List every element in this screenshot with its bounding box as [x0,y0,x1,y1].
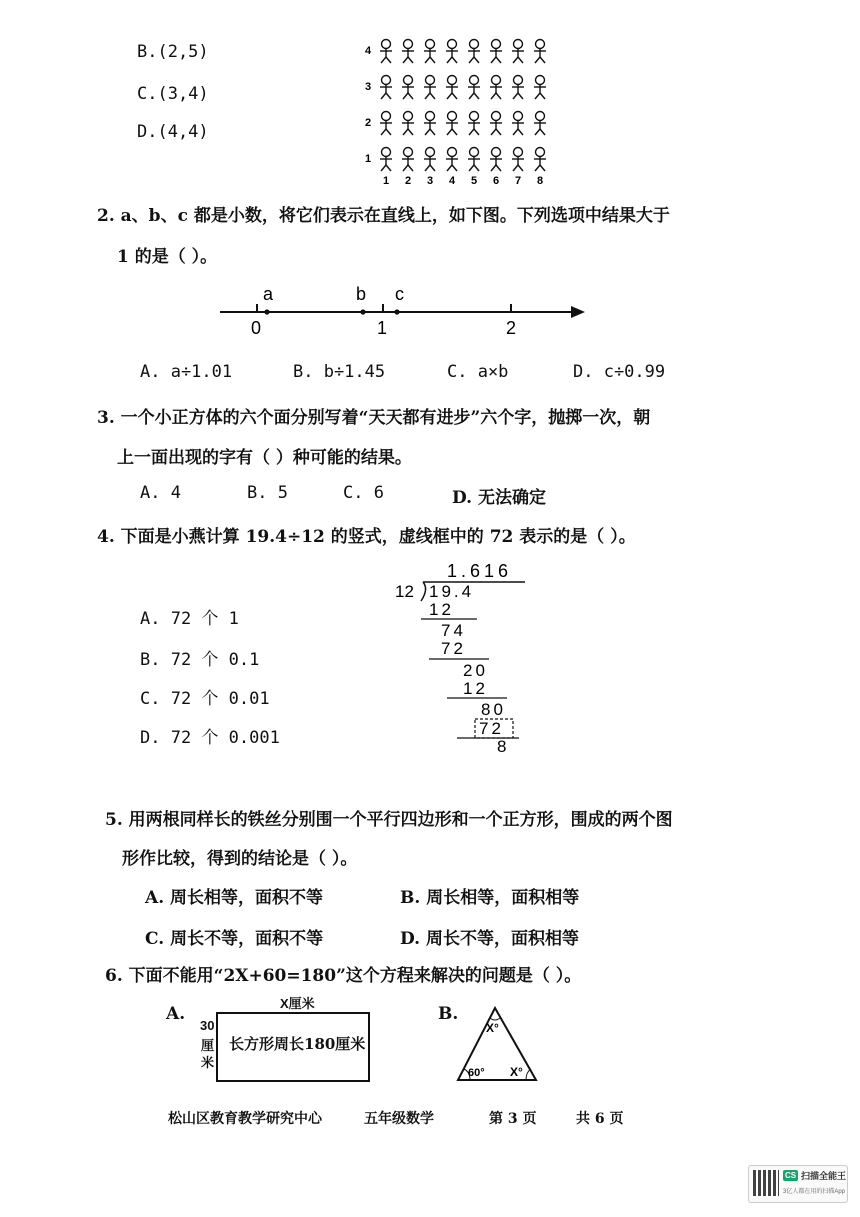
stick-figure-icon [446,148,458,172]
stick-figure-icon [534,112,546,136]
point-c [394,309,399,314]
scanner-badge: CS [785,1171,797,1180]
q2-stem-line2: 1 的是（ ）。 [117,247,218,267]
stick-figure-icon [490,148,502,172]
q5-option-a: A. 周长相等，面积不等 [145,888,324,908]
division-bracket [421,582,426,601]
row-label: 1 [365,153,372,165]
stick-figure-icon [402,148,414,172]
stick-figure-icon [468,76,480,100]
rect-side-label-3: 米 [201,1055,215,1070]
q2-option-c: C. a×b [447,362,509,382]
stick-figure-icon [490,40,502,64]
stick-figure-icon [446,112,458,136]
q5-stem-line2: 形作比较，得到的结论是（ ）。 [122,849,358,869]
stick-figure-icon [402,40,414,64]
stick-figure-icon [424,148,436,172]
division-dividend: 19.4 [429,582,475,601]
footer-page: 第 3 页 [489,1111,537,1127]
rect-side-label-2: 厘 [201,1038,215,1053]
q6-option-b-label: B. [438,1004,459,1024]
stick-figure-icon [490,112,502,136]
division-step-5: 12 [463,679,488,698]
stick-figure-icon [468,148,480,172]
q3-option-b: B. 5 [247,483,288,503]
stick-figure-icon [402,112,414,136]
q3-stem-line2: 上一面出现的字有（ ）种可能的结果。 [117,448,412,468]
q3-stem-line1: 3. 一个小正方体的六个面分别写着“天天都有进步”六个字，抛掷一次，朝 [97,408,651,428]
col-label: 7 [515,175,522,187]
division-step-3: 72 [441,639,466,658]
col-label: 4 [449,175,456,187]
long-division [385,555,545,755]
triangle-figure [450,1002,550,1086]
stick-figure-icon [446,76,458,100]
point-a [264,309,269,314]
triangle-top-arc [490,1018,500,1020]
q2-stem-line1: 2. a、b、c 都是小数，将它们表示在直线上，如下图。下列选项中结果大于 [97,206,670,226]
division-step-7: 72 [479,719,504,738]
q3-option-a: A. 4 [140,483,181,503]
q6-option-a-label: A. [166,1004,186,1024]
qr-code-icon [753,1170,779,1196]
q5-option-b: B. 周长相等，面积相等 [400,888,580,908]
stick-figure-icon [424,76,436,100]
tick-label-0: 0 [251,318,262,338]
stick-figure-icon [380,148,392,172]
q1-option-d: D.(4,4) [137,122,209,142]
stick-figure-icon [446,40,458,64]
row-label: 2 [365,117,372,129]
division-step-4: 20 [463,661,488,680]
division-quotient: 1.616 [447,561,513,581]
q1-option-b: B.(2,5) [137,42,209,62]
stick-figure-icon [424,40,436,64]
q6-stem: 6. 下面不能用“2X+60=180”这个方程来解决的问题是（ ）。 [105,966,582,986]
number-line-arrow [571,306,585,318]
q4-option-d: D. 72 个 0.001 [140,728,280,748]
division-step-1: 12 [429,600,454,619]
stick-figure-icon [402,76,414,100]
q1-option-c: C.(3,4) [137,84,209,104]
stick-figure-icon [512,112,524,136]
point-label-b: b [356,284,367,304]
footer-org: 松山区教育教学研究中心 [168,1111,322,1127]
rect-top-label: X厘米 [280,996,315,1011]
tri-right-label: X° [510,1065,523,1079]
q3-option-d: D. 无法确定 [452,488,546,508]
scanner-title: 扫描全能王 [801,1171,847,1181]
col-label: 6 [493,175,500,187]
col-label: 8 [537,175,544,187]
stick-figure-icon [424,112,436,136]
q5-option-d: D. 周长不等，面积相等 [400,929,579,949]
rect-inner-text: 长方形周长180厘米 [229,1035,366,1053]
division-step-8: 8 [497,737,507,755]
q4-stem: 4. 下面是小燕计算 19.4÷12 的竖式，虚线框中的 72 表示的是（ ）。 [97,527,636,547]
tri-left-label: 60° [468,1067,485,1079]
q4-option-a: A. 72 个 1 [140,609,239,629]
tri-top-label: X° [486,1021,499,1035]
stick-figure-icon [534,40,546,64]
col-label: 2 [405,175,412,187]
rect-side-label-1: 30 [200,1018,215,1033]
stick-figure-icon [534,76,546,100]
stick-figure-icon [512,40,524,64]
row-label: 3 [365,81,372,93]
number-line [215,278,595,340]
q3-option-c: C. 6 [343,483,384,503]
seating-grid [360,32,560,192]
stick-figure-icon [512,76,524,100]
footer-subject: 五年级数学 [364,1111,434,1127]
stick-figure-icon [512,148,524,172]
col-label: 1 [383,175,390,187]
tick-label-1: 1 [377,318,388,338]
q2-option-d: D. c÷0.99 [573,362,666,382]
q2-option-a: A. a÷1.01 [140,362,233,382]
q4-option-c: C. 72 个 0.01 [140,689,270,709]
footer-total: 共 6 页 [576,1111,624,1127]
col-label: 3 [427,175,434,187]
scanner-subtitle: 3亿人都在用的扫描App [783,1189,846,1195]
row-label: 4 [365,45,372,57]
stick-figure-icon [380,112,392,136]
stick-figure-icon [380,76,392,100]
division-step-2: 74 [441,621,466,640]
point-label-c: c [395,284,404,304]
stick-figure-icon [490,76,502,100]
q2-option-b: B. b÷1.45 [293,362,386,382]
stick-figure-icon [468,40,480,64]
point-b [360,309,365,314]
stick-figure-icon [534,148,546,172]
division-step-6: 80 [481,700,506,719]
tick-label-2: 2 [506,318,517,338]
col-label: 5 [471,175,478,187]
scanner-watermark [748,1165,848,1203]
point-label-a: a [263,284,274,304]
q5-stem-line1: 5. 用两根同样长的铁丝分别围一个平行四边形和一个正方形，围成的两个图 [105,810,673,830]
division-divisor: 12 [395,582,414,601]
q4-option-b: B. 72 个 0.1 [140,650,260,670]
stick-figure-icon [380,40,392,64]
q5-option-c: C. 周长不等，面积不等 [145,929,324,949]
stick-figure-icon [468,112,480,136]
